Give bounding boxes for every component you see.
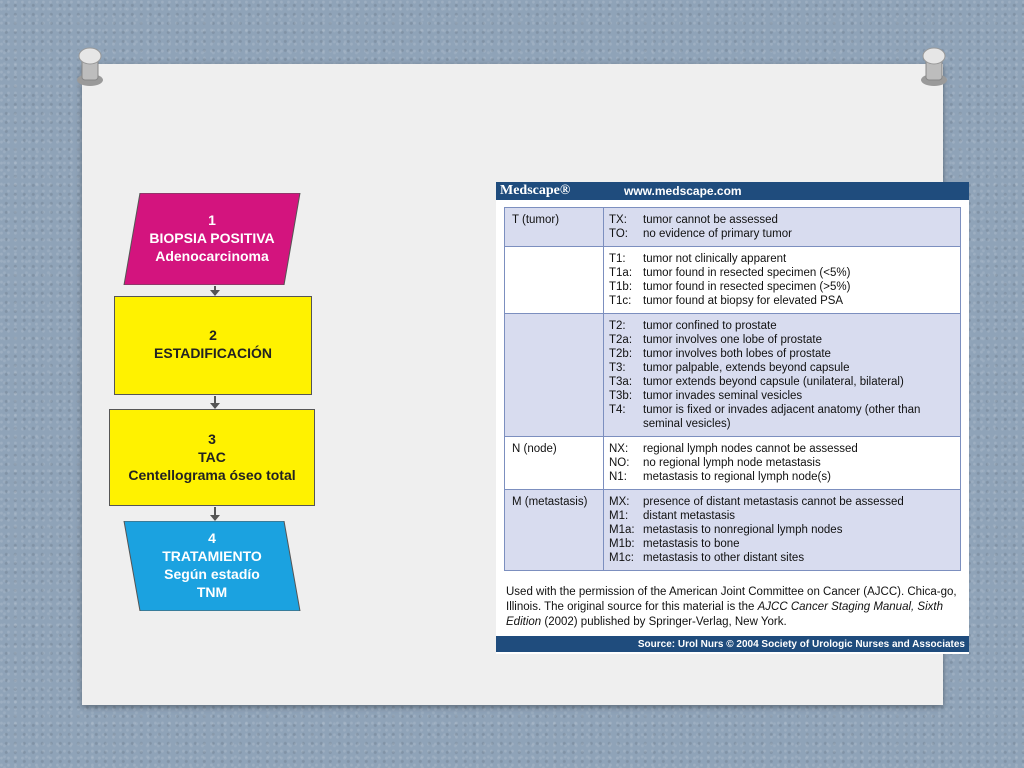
flow-step-ct: [109, 409, 315, 506]
stage-description: metastasis to bone: [643, 538, 740, 550]
stage-code: T1b:: [609, 281, 633, 293]
definition-line: [609, 551, 956, 565]
stage-code: NX:: [609, 443, 629, 455]
step-number: 4: [208, 530, 216, 546]
definition-line: [609, 252, 956, 266]
stage-description: tumor invades seminal vesicles: [643, 390, 803, 402]
definition-line: [609, 389, 956, 403]
stage-code: T2:: [609, 320, 626, 332]
stage-description: tumor involves one lobe of prostate: [643, 334, 822, 346]
definition-line: [609, 495, 956, 509]
definition-line: [609, 470, 956, 484]
table-row: [505, 314, 960, 437]
stage-description: tumor confined to prostate: [643, 320, 777, 332]
step-title: TAC: [198, 449, 226, 465]
table-row: [505, 490, 960, 570]
definition-line: [609, 227, 956, 241]
stage-description: metastasis to other distant sites: [643, 552, 805, 564]
definition-cell: [604, 437, 960, 489]
stage-code: T1a:: [609, 267, 633, 279]
step-number: 1: [208, 212, 216, 228]
stage-description: tumor found in resected specimen (>5%): [643, 281, 851, 293]
definition-cell: [604, 314, 960, 436]
stage-code: TO:: [609, 228, 628, 240]
definition-line: [609, 442, 956, 456]
category-cell: T (tumor): [505, 208, 604, 246]
stage-code: T1:: [609, 253, 626, 265]
definition-line: [609, 523, 956, 537]
stage-code: M1:: [609, 510, 629, 522]
definition-line: [609, 280, 956, 294]
stage-description: tumor palpable, extends beyond capsule: [643, 362, 850, 374]
definition-line: [609, 333, 956, 347]
category-cell: [505, 314, 604, 436]
tnm-staging-table: [496, 182, 969, 654]
step-number: 2: [209, 327, 217, 343]
definition-cell: [604, 247, 960, 313]
stage-description: metastasis to nonregional lymph nodes: [643, 524, 843, 536]
stage-description: tumor extends beyond capsule (unilateral, bilateral): [643, 376, 904, 388]
medscape-logo: Medscape®: [500, 183, 571, 198]
table-source-bar: Source: Urol Nurs © 2004 Society of Urologic Nurses and Associates: [496, 636, 969, 652]
flow-arrow: [214, 396, 216, 408]
definition-cell: [604, 208, 960, 246]
stage-description: tumor found at biopsy for elevated PSA: [643, 295, 844, 307]
pin-icon: [914, 44, 954, 88]
stage-description: no regional lymph node metastasis: [643, 457, 821, 469]
stage-code: T3:: [609, 362, 626, 374]
definition-line: [609, 213, 956, 227]
step-title: ESTADIFICACIÓN: [154, 345, 272, 361]
stage-code: T3b:: [609, 390, 633, 402]
pin-icon: [70, 44, 110, 88]
definition-line: [609, 509, 956, 523]
stage-description: tumor involves both lobes of prostate: [643, 348, 831, 360]
definition-line: [609, 319, 956, 333]
medscape-url: www.medscape.com: [624, 184, 742, 198]
stage-code: M1b:: [609, 538, 635, 550]
table-row: [505, 208, 960, 247]
stage-code: M1c:: [609, 552, 634, 564]
flow-arrow: [214, 286, 216, 295]
definition-line: [609, 266, 956, 280]
flow-arrow: [214, 507, 216, 520]
step-subtitle: Según estadío: [164, 566, 260, 582]
definition-line: [609, 347, 956, 361]
table-header-bar: [496, 182, 969, 200]
stage-code: T2b:: [609, 348, 633, 360]
stage-code: T3a:: [609, 376, 633, 388]
stage-description: tumor found in resected specimen (<5%): [643, 267, 851, 279]
stage-description: regional lymph nodes cannot be assessed: [643, 443, 858, 455]
table-body: [504, 207, 961, 571]
stage-description: metastasis to regional lymph node(s): [643, 471, 831, 483]
step-subtitle: TNM: [196, 584, 228, 600]
category-cell: M (metastasis): [505, 490, 604, 570]
category-cell: N (node): [505, 437, 604, 489]
stage-description: presence of distant metastasis cannot be assessed: [643, 496, 904, 508]
flow-step-treatment: [122, 521, 302, 611]
stage-code: T4:: [609, 404, 626, 416]
stage-code: T1c:: [609, 295, 632, 307]
stage-code: MX:: [609, 496, 630, 508]
definition-line: [609, 537, 956, 551]
stage-code: T2a:: [609, 334, 633, 346]
stage-description: no evidence of primary tumor: [643, 228, 792, 240]
step-title: BIOPSIA POSITIVA: [149, 230, 275, 246]
definition-line: [609, 456, 956, 470]
definition-line: [609, 294, 956, 308]
stage-description: tumor not clinically apparent: [643, 253, 787, 265]
table-row: [505, 247, 960, 314]
stage-code: TX:: [609, 214, 627, 226]
stage-code: NO:: [609, 457, 630, 469]
definition-line: [609, 403, 956, 431]
definition-line: [609, 361, 956, 375]
stage-code: M1a:: [609, 524, 635, 536]
stage-description: distant metastasis: [643, 510, 736, 522]
stage-description: tumor is fixed or invades adjacent anatomy (other than seminal vesicles): [643, 404, 921, 430]
table-footnote: Used with the permission of the American Joint Committee on Cancer (AJCC). Chica-go, Illinois. The original source for this material is the AJCC Cancer Staging Manual, Sixth Edition (2002) published by Springer-Verlag, New York.: [506, 586, 957, 628]
step-subtitle: Centellograma óseo total: [128, 467, 296, 483]
definition-line: [609, 375, 956, 389]
stage-description: tumor cannot be assessed: [643, 214, 778, 226]
step-title: TRATAMIENTO: [162, 548, 262, 564]
step-number: 3: [208, 431, 216, 447]
flow-step-staging: [114, 296, 312, 395]
stage-code: N1:: [609, 471, 627, 483]
table-row: [505, 437, 960, 490]
category-cell: [505, 247, 604, 313]
step-subtitle: Adenocarcinoma: [155, 248, 269, 264]
definition-cell: [604, 490, 960, 570]
flow-step-biopsy: [122, 193, 302, 285]
